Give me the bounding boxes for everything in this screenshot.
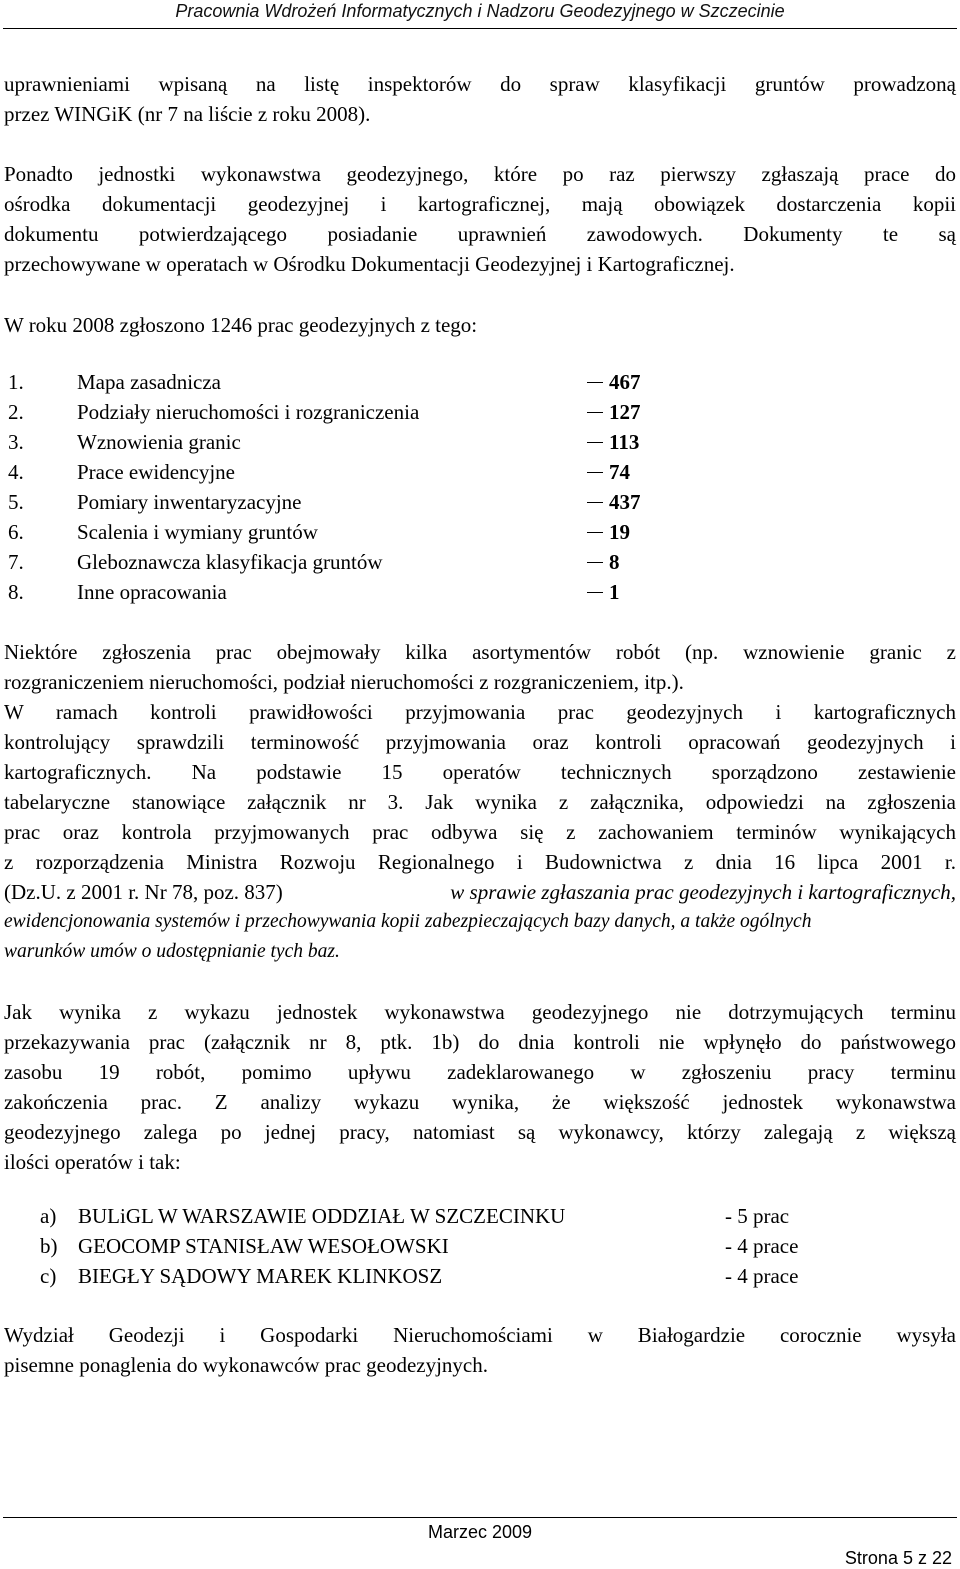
item-label: Pomiary inwentaryzacyjne xyxy=(77,490,302,514)
p2-line-3: dokumentu potwierdzającego posiadanie uprawnień zawodowych. Dokumenty te są xyxy=(4,222,956,246)
firm-letter: a) xyxy=(40,1204,57,1228)
p4-italic-line-2: warunków umów o udostępnianie tych baz. xyxy=(4,941,340,962)
item-number: 8. xyxy=(8,580,24,604)
item-count: 437 xyxy=(609,490,641,514)
p4-line-1: W ramach kontroli prawidłowości przyjmowania prac geodezyjnych i kartograficznych xyxy=(4,700,956,724)
dash xyxy=(587,442,603,443)
page-header xyxy=(0,0,960,26)
item-label: Inne opracowania xyxy=(77,580,227,604)
p1-line-1: uprawnieniami wpisaną na listę inspektorów do spraw klasyfikacji gruntów prowadzoną xyxy=(4,72,956,96)
item-count: 127 xyxy=(609,400,641,424)
item-number: 6. xyxy=(8,520,24,544)
firm-count: - 4 prace xyxy=(725,1234,799,1258)
dash xyxy=(587,592,603,593)
dash xyxy=(587,562,603,563)
p5-line-5: geodezyjnego zalega po jednej pracy, natomiast są wykonawcy, którzy zalegają z większą xyxy=(4,1120,956,1144)
regulation-citation: (Dz.U. z 2001 r. Nr 78, poz. 837) xyxy=(4,880,289,904)
p5-line-6: ilości operatów i tak: xyxy=(4,1150,181,1174)
dash xyxy=(587,502,603,503)
p4-line-6: z rozporządzenia Ministra Rozwoju Regionalnego i Budownictwa z dnia 16 lipca 2001 r. xyxy=(4,850,956,874)
firm-name: BIEGŁY SĄDOWY MAREK KLINKOSZ xyxy=(78,1264,443,1288)
p5-line-1: Jak wynika z wykazu jednostek wykonawstwa geodezyjnego nie dotrzymujących terminu xyxy=(4,1000,956,1024)
item-number: 7. xyxy=(8,550,24,574)
item-count: 1 xyxy=(609,580,620,604)
item-number: 5. xyxy=(8,490,24,514)
list-intro: W roku 2008 zgłoszono 1246 prac geodezyjnych z tego: xyxy=(4,313,478,337)
p4-line-2: kontrolujący sprawdzili terminowość przyjmowania oraz kontroli opracowań geodezyjnych i xyxy=(4,730,956,754)
item-number: 2. xyxy=(8,400,24,424)
p5-line-3: zasobu 19 robót, pomimo upływu zadeklarowanego w zgłoszeniu pracy terminu xyxy=(4,1060,956,1084)
p6-line-1: Wydział Geodezji i Gospodarki Nieruchomościami w Białogardzie corocznie wysyła xyxy=(4,1323,956,1347)
item-label: Wznowienia granic xyxy=(77,430,241,454)
dash xyxy=(587,472,603,473)
page-number: Strona 5 z 22 xyxy=(844,1548,952,1568)
item-label: Prace ewidencyjne xyxy=(77,460,236,484)
footer-date: Marzec 2009 xyxy=(427,1522,533,1542)
firm-count: - 5 prac xyxy=(725,1204,790,1228)
dash xyxy=(587,412,603,413)
firm-name: GEOCOMP STANISŁAW WESOŁOWSKI xyxy=(78,1234,449,1258)
p5-line-2: przekazywania prac (załącznik nr 8, ptk. 1b) do dnia kontroli nie wpłynęło do państwowego xyxy=(4,1030,956,1054)
dash xyxy=(587,382,603,383)
firm-letter: b) xyxy=(40,1234,58,1258)
footer-rule xyxy=(3,1517,957,1518)
item-label: Gleboznawcza klasyfikacja gruntów xyxy=(77,550,383,574)
firm-letter: c) xyxy=(40,1264,57,1288)
p2-line-2: ośrodka dokumentacji geodezyjnej i kartograficznej, mają obowiązek dostarczenia kopii xyxy=(4,192,956,216)
item-count: 8 xyxy=(609,550,620,574)
item-number: 3. xyxy=(8,430,24,454)
p2-line-1: Ponadto jednostki wykonawstwa geodezyjnego, które po raz pierwszy zgłaszają prace do xyxy=(4,162,956,186)
item-number: 4. xyxy=(8,460,24,484)
dash xyxy=(587,532,603,533)
item-count: 74 xyxy=(609,460,630,484)
item-count: 19 xyxy=(609,520,630,544)
header-title: Pracownia Wdrożeń Informatycznych i Nadzoru Geodezyjnego w Szczecinie xyxy=(175,1,785,21)
item-number: 1. xyxy=(8,370,24,394)
p1-line-2: przez WINGiK (nr 7 na liście z roku 2008). xyxy=(4,102,371,126)
p5-line-4: zakończenia prac. Z analizy wykazu wynika, że większość jednostek wykonawstwa xyxy=(4,1090,956,1114)
item-label: Podziały nieruchomości i rozgraniczenia xyxy=(77,400,420,424)
p4-line-5: prac oraz kontrola przyjmowanych prac odbywa się z zachowaniem terminów wynikających xyxy=(4,820,956,844)
firm-name: BULiGL W WARSZAWIE ODDZIAŁ W SZCZECINKU xyxy=(78,1204,566,1228)
p3-line-1: Niektóre zgłoszenia prac obejmowały kilka asortymentów robót (np. wznowienie granic z xyxy=(4,640,956,664)
item-label: Mapa zasadnicza xyxy=(77,370,221,394)
item-count: 113 xyxy=(609,430,640,454)
p4-italic-line-1: ewidencjonowania systemów i przechowywania kopii zabezpieczających bazy danych, a także ogólnych xyxy=(4,911,812,932)
regulation-title: w sprawie zgłaszania prac geodezyjnych i kartograficznych, xyxy=(450,880,956,904)
item-count: 467 xyxy=(609,370,641,394)
p4-line-3: kartograficznych. Na podstawie 15 operatów technicznych sporządzono zestawienie xyxy=(4,760,956,784)
p4-line-4: tabelaryczne stanowiące załącznik nr 3. Jak wynika z załącznika, odpowiedzi na zgłoszenia xyxy=(4,790,956,814)
item-label: Scalenia i wymiany gruntów xyxy=(77,520,318,544)
p2-line-4: przechowywane w operatach w Ośrodku Dokumentacji Geodezyjnej i Kartograficznej. xyxy=(4,252,735,276)
p4-line-7 xyxy=(4,877,956,907)
p6-line-2: pisemne ponaglenia do wykonawców prac geodezyjnych. xyxy=(4,1353,489,1377)
firm-count: - 4 prace xyxy=(725,1264,799,1288)
p3-line-2: rozgraniczeniem nieruchomości, podział nieruchomości z rozgraniczeniem, itp.). xyxy=(4,670,684,694)
header-rule xyxy=(3,28,957,29)
